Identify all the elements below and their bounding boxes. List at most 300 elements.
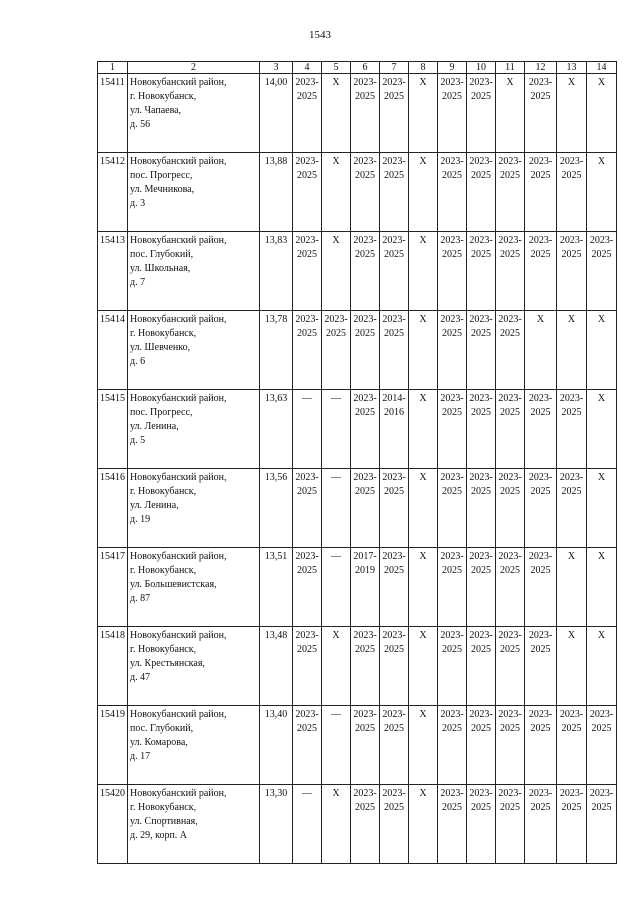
column-header: 13 [557,62,587,74]
period-cell [438,153,467,232]
period-value: 2025 [355,486,375,497]
period-value: 2023- [528,156,553,167]
period-cell [525,74,557,153]
period-value: 2023- [440,77,464,88]
period-value: 2025 [561,170,582,181]
period-cell [467,469,496,548]
period-cell [409,153,438,232]
address-line: д. 17 [130,751,151,762]
period-value: 2023- [440,630,464,641]
period-value: 2025 [297,91,317,102]
period-value: 2025 [530,802,551,813]
period-value: 2023- [498,235,522,246]
table-row [98,469,617,548]
period-value: 2025 [471,249,491,260]
column-header: 12 [525,62,557,74]
period-value: Х [419,551,427,562]
period-cell [380,232,409,311]
period-value: 2023- [528,630,553,641]
address-line: ул. Ленина, [130,421,179,432]
address-cell [128,548,260,627]
period-cell [496,548,525,627]
table-row [98,390,617,469]
period-cell [587,627,617,706]
period-cell [409,311,438,390]
table-row [98,706,617,785]
period-value: 2025 [442,723,462,734]
period-cell [438,74,467,153]
period-value: 2023- [528,709,553,720]
period-value: 2023- [528,472,553,483]
period-value: Х [419,709,427,720]
period-value: Х [332,77,340,88]
period-cell [322,706,351,785]
column-header: 14 [587,62,617,74]
address-line: д. 87 [130,593,151,604]
address-line: ул. Большевистская, [130,579,217,590]
period-value: Х [597,393,606,404]
period-value: 2023- [353,156,377,167]
period-cell [496,469,525,548]
row-id: 15416 [98,469,128,548]
period-value: 2025 [471,486,491,497]
period-value: 2023- [353,788,377,799]
period-value: 2025 [471,170,491,181]
period-value: 2025 [471,644,491,655]
page-number: 1543 [309,29,331,41]
period-value: Х [536,314,545,325]
period-value: 2025 [530,249,551,260]
period-value: 2025 [530,644,551,655]
address-line: ул. Ленина, [130,500,179,511]
period-value: 2025 [355,328,375,339]
period-value: 2023- [440,709,464,720]
period-value: Х [567,551,576,562]
period-cell [409,390,438,469]
period-value: 2023- [382,472,406,483]
period-value: 2025 [591,802,612,813]
period-cell [322,153,351,232]
period-value: 2023- [382,314,406,325]
period-value: 2023- [382,709,406,720]
period-cell [322,469,351,548]
period-value: 2025 [297,644,317,655]
period-value: 2025 [442,249,462,260]
period-value: 2025 [442,170,462,181]
period-value: 2023- [295,156,319,167]
period-value: 2023- [440,235,464,246]
period-value: 2025 [591,723,612,734]
period-cell [557,311,587,390]
period-cell [525,390,557,469]
period-value: 2023- [559,472,584,483]
period-value: 2023- [469,472,493,483]
period-cell [467,627,496,706]
period-value: 2025 [442,407,462,418]
period-value: Х [419,393,427,404]
period-value: 2025 [500,802,520,813]
area-cell: 13,63 [260,390,293,469]
period-cell [496,232,525,311]
period-value: 2023- [559,156,584,167]
period-cell [351,706,380,785]
period-value: 2023- [469,235,493,246]
row-id: 15415 [98,390,128,469]
period-value: 2023- [295,77,319,88]
address-cell [128,311,260,390]
period-value: 2023- [440,472,464,483]
period-cell [293,153,322,232]
period-cell [380,74,409,153]
address-line: д. 56 [130,119,151,130]
period-value: 2023- [382,235,406,246]
period-value: 2025 [442,644,462,655]
period-value: 2025 [442,565,462,576]
period-value: 2025 [530,486,551,497]
period-value: — [331,709,341,720]
period-cell [557,390,587,469]
period-value: 2014- [382,393,406,404]
period-value: 2017- [353,551,377,562]
address-line: г. Новокубанск, [130,802,197,813]
period-value: 2023- [382,77,406,88]
housing-register-table [97,61,617,864]
period-value: 2023- [528,551,553,562]
area-cell: 13,83 [260,232,293,311]
period-value: 2025 [530,91,551,102]
period-cell [496,390,525,469]
period-cell [351,390,380,469]
period-value: 2025 [500,723,520,734]
period-value: Х [597,314,606,325]
address-line: Новокубанский район, [130,551,227,562]
period-cell [496,311,525,390]
period-value: 2025 [471,565,491,576]
period-value: 2025 [384,328,404,339]
period-cell [322,548,351,627]
address-line: ул. Шевченко, [130,342,191,353]
period-value: 2025 [384,249,404,260]
period-cell [557,469,587,548]
period-cell [467,785,496,864]
period-value: 2023- [382,156,406,167]
period-cell [351,232,380,311]
address-line: Новокубанский район, [130,235,227,246]
row-id: 15414 [98,311,128,390]
table-row [98,311,617,390]
period-value: 2023- [295,551,319,562]
period-cell [322,74,351,153]
period-value: Х [419,630,427,641]
period-cell [467,390,496,469]
period-cell [557,232,587,311]
period-cell [557,153,587,232]
period-value: 2023- [559,788,584,799]
period-value: 2025 [384,170,404,181]
period-value: 2023- [440,314,464,325]
address-cell [128,232,260,311]
period-cell [293,311,322,390]
period-cell [322,627,351,706]
address-cell [128,785,260,864]
column-header: 3 [260,62,293,74]
period-value: 2019 [355,565,375,576]
area-cell: 13,51 [260,548,293,627]
header-row [98,62,617,74]
period-value: 2025 [442,486,462,497]
area-cell: 13,40 [260,706,293,785]
period-value: 2025 [530,407,551,418]
period-value: 2023- [295,472,319,483]
period-value: 2023- [469,393,493,404]
period-value: 2025 [384,486,404,497]
period-value: 2023- [559,235,584,246]
address-line: ул. Чапаева, [130,105,182,116]
column-header: 2 [128,62,260,74]
period-value: 2025 [297,170,317,181]
area-cell: 13,30 [260,785,293,864]
period-value: 2016 [384,407,404,418]
period-value: 2025 [561,407,582,418]
period-cell [587,469,617,548]
period-value: Х [419,472,427,483]
row-id: 15417 [98,548,128,627]
period-cell [293,390,322,469]
period-value: 2025 [355,91,375,102]
address-line: Новокубанский район, [130,314,227,325]
period-cell [293,74,322,153]
table-row [98,232,617,311]
period-cell [293,232,322,311]
period-value: 2023- [440,156,464,167]
period-value: 2023- [295,709,319,720]
period-value: 2025 [297,328,317,339]
period-value: 2023- [498,314,522,325]
period-value: Х [419,314,427,325]
period-cell [322,390,351,469]
period-cell [525,706,557,785]
address-line: Новокубанский район, [130,393,227,404]
period-cell [496,153,525,232]
period-value: 2025 [471,328,491,339]
period-value: 2023- [498,630,522,641]
period-value: 2023- [498,709,522,720]
period-cell [380,390,409,469]
period-value: 2025 [442,328,462,339]
period-value: 2025 [500,407,520,418]
address-line: Новокубанский район, [130,630,227,641]
period-cell [438,390,467,469]
period-value: 2025 [561,802,582,813]
period-cell [587,706,617,785]
period-cell [587,74,617,153]
period-cell [409,232,438,311]
address-line: ул. Комарова, [130,737,188,748]
address-line: пос. Глубокий, [130,723,194,734]
period-value: 2025 [500,170,520,181]
period-cell [351,627,380,706]
address-cell [128,74,260,153]
period-value: 2025 [500,328,520,339]
address-line: Новокубанский район, [130,472,227,483]
period-cell [380,311,409,390]
period-value: Х [567,77,576,88]
period-cell [380,548,409,627]
column-header: 10 [467,62,496,74]
period-value: 2023- [469,77,493,88]
period-cell [322,785,351,864]
period-value: Х [332,630,340,641]
area-cell: 13,88 [260,153,293,232]
period-cell [557,74,587,153]
period-value: 2023- [589,788,614,799]
period-cell [409,785,438,864]
period-value: 2023- [353,235,377,246]
period-value: 2025 [355,644,375,655]
period-value: 2025 [471,91,491,102]
row-id: 15418 [98,627,128,706]
period-value: Х [597,156,606,167]
area-cell: 13,78 [260,311,293,390]
period-value: 2025 [591,249,612,260]
period-value: 2025 [500,565,520,576]
period-cell [525,153,557,232]
address-cell [128,706,260,785]
period-cell [293,469,322,548]
period-value: 2025 [355,802,375,813]
period-value: Х [419,235,427,246]
address-line: д. 5 [130,435,146,446]
row-id: 15412 [98,153,128,232]
period-value: 2023- [498,393,522,404]
period-value: — [331,472,341,483]
address-line: Новокубанский район, [130,788,227,799]
period-cell [351,548,380,627]
period-cell [438,469,467,548]
period-value: 2023- [589,709,614,720]
column-header: 5 [322,62,351,74]
address-line: Новокубанский район, [130,709,227,720]
period-value: 2025 [384,802,404,813]
period-value: 2023- [559,709,584,720]
period-value: 2023- [440,393,464,404]
period-value: 2023- [528,235,553,246]
area-cell: 14,00 [260,74,293,153]
period-cell [293,785,322,864]
period-cell [351,311,380,390]
period-value: 2023- [528,393,553,404]
period-cell [587,232,617,311]
period-value: — [331,393,341,404]
period-value: 2023- [469,551,493,562]
period-value: 2025 [442,91,462,102]
period-cell [525,548,557,627]
period-value: 2023- [469,156,493,167]
period-value: 2025 [561,723,582,734]
period-cell [525,232,557,311]
period-cell [496,74,525,153]
period-cell [380,469,409,548]
period-cell [409,548,438,627]
period-value: 2023- [498,788,522,799]
row-id: 15411 [98,74,128,153]
column-header: 7 [380,62,409,74]
period-cell [322,311,351,390]
column-header: 11 [496,62,525,74]
address-line: д. 19 [130,514,151,525]
period-cell [496,706,525,785]
period-cell [467,706,496,785]
period-value: 2023- [382,630,406,641]
period-value: 2023- [353,314,377,325]
period-value: 2025 [384,565,404,576]
period-value: 2025 [326,328,346,339]
period-cell [293,627,322,706]
period-value: Х [332,235,340,246]
period-value: 2023- [353,709,377,720]
period-value: Х [419,788,427,799]
period-cell [380,627,409,706]
period-cell [293,548,322,627]
period-cell [496,785,525,864]
period-value: 2025 [471,407,491,418]
period-value: 2023- [528,788,553,799]
address-line: пос. Глубокий, [130,249,194,260]
address-line: Новокубанский район, [130,77,227,88]
period-cell [467,311,496,390]
address-cell [128,390,260,469]
period-value: Х [419,156,427,167]
period-cell [380,153,409,232]
period-value: 2025 [530,565,551,576]
row-id: 15413 [98,232,128,311]
period-value: 2025 [471,723,491,734]
period-value: 2023- [528,77,553,88]
address-line: Новокубанский район, [130,156,227,167]
area-cell: 13,48 [260,627,293,706]
address-line: д. 6 [130,356,146,367]
period-cell [409,627,438,706]
period-cell [587,311,617,390]
period-value: 2023- [353,77,377,88]
period-value: 2025 [530,170,551,181]
table-row [98,74,617,153]
period-cell [438,785,467,864]
period-value: 2025 [355,170,375,181]
period-value: 2023- [353,393,377,404]
period-value: 2023- [498,472,522,483]
period-value: 2025 [530,723,551,734]
period-value: Х [332,788,340,799]
period-value: 2025 [561,486,582,497]
period-value: Х [597,630,606,641]
period-value: — [331,551,341,562]
period-value: — [302,788,312,799]
period-cell [409,469,438,548]
period-value: 2023- [589,235,614,246]
period-value: 2025 [384,723,404,734]
period-cell [557,706,587,785]
period-cell [438,311,467,390]
period-value: 2025 [355,249,375,260]
period-cell [351,785,380,864]
period-cell [351,153,380,232]
period-value: 2025 [500,249,520,260]
period-value: Х [597,77,606,88]
table-row [98,785,617,864]
period-cell [438,232,467,311]
table-row [98,153,617,232]
